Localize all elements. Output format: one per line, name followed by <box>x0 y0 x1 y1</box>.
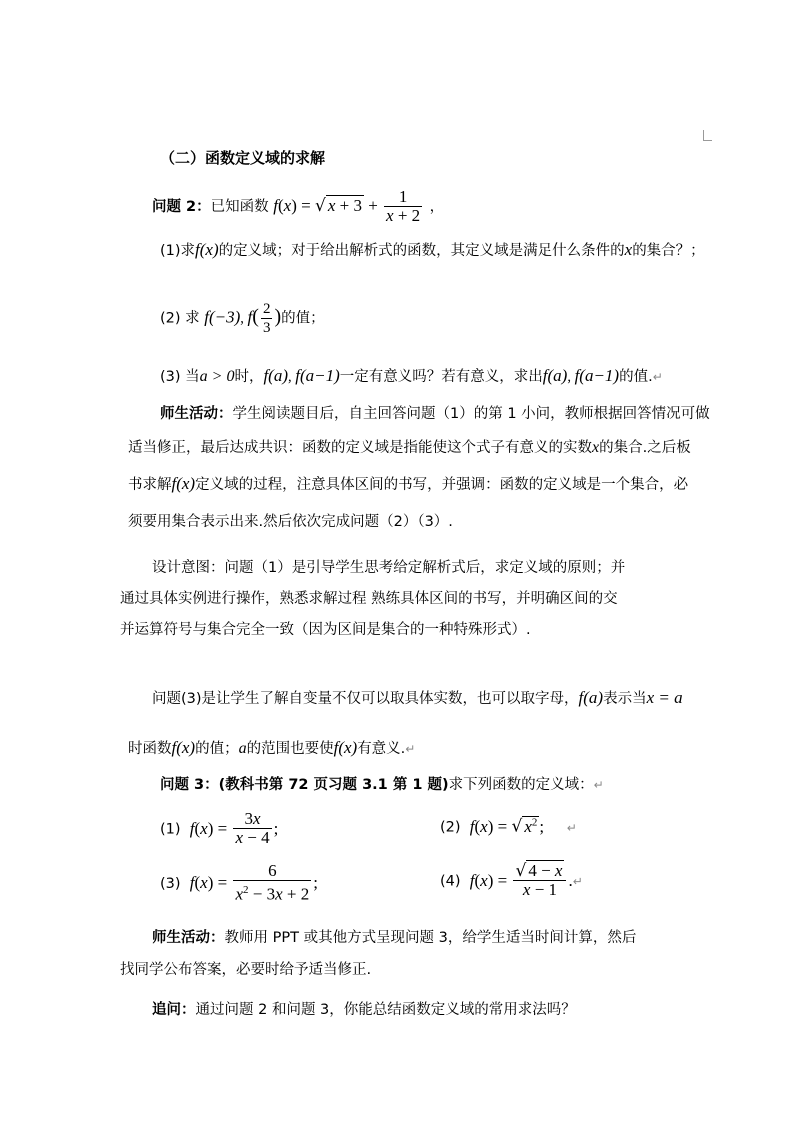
design-line1: 设计意图：问题（1）是引导学生思考给定解析式后，求定义域的原则；并 <box>152 560 626 576</box>
activity2-line2: 找同学公布答案，必要时给予适当修正. <box>120 962 372 978</box>
activity1-line2: 适当修正，最后达成共识：函数的定义域是指能使这个式子有意义的实数x的集合.之后板 <box>128 439 691 456</box>
problem2-label: 问题 2： <box>152 199 211 215</box>
design-line3: 并运算符号与集合完全一致（因为区间是集合的一种特殊形式）. <box>120 622 531 638</box>
fx-math: f(x) <box>195 240 219 259</box>
problem3-item3: (3) f(x) = $\frac{6}{x^2 - 3x + 2}$ ; <box>160 861 318 904</box>
problem2-q2: (2) 求 f(−3), f( $\frac{2}{3}$ )的值； <box>160 301 325 336</box>
page-corner-mark <box>703 130 712 141</box>
problem2-q3: (3) 当a > 0时，f(a), f(a−1)一定有意义吗？若有意义，求出f(a), f(a−1)的值.↵ <box>160 366 663 385</box>
problem3-heading: 问题 3：(教科书第 72 页习题 3.1 第 1 题)求下列函数的定义域：↵ <box>160 777 604 793</box>
q3note-line1: 问题(3)是让学生了解自变量不仅可以取具体实数，也可以取字母，f(a)表示当x = a <box>152 688 683 707</box>
followup: 追问：通过问题 2 和问题 3，你能总结函数定义域的常用求法吗？ <box>152 1002 576 1018</box>
activity1-line1: 师生活动：学生阅读题目后，自主回答问题（1）的第 1 小问，教师根据回答情况可做 <box>160 406 710 422</box>
activity1-line4: 须要用集合表示出来.然后依次完成问题（2）（3）. <box>128 514 453 530</box>
problem2-intro: 已知函数 <box>210 199 269 215</box>
section-title: （二）函数定义域的求解 <box>160 149 326 167</box>
problem3-item2: (2) f(x) = √ $x^2$ ; ↵ <box>440 816 577 837</box>
problem3-item1: (1) f(x) = $\frac{3x}{x - 4}$ ; <box>160 809 279 847</box>
q3note-line2: 时函数f(x)的值；a的范围也要使f(x)有意义.↵ <box>128 738 416 757</box>
problem2-q1: (1)求f(x)的定义域；对于给出解析式的函数，其定义域是满足什么条件的x的集合？； <box>160 240 705 259</box>
design-line2: 通过具体实例进行操作，熟悉求解过程 熟练具体区间的书写，并明确区间的交 <box>120 591 618 607</box>
problem2-formula: f(x) = √ x + 3 + $\frac{1}{x + 2}$ <box>273 187 421 225</box>
problem2-statement: 问题 2：已知函数 f(x) = √ x + 3 + $\frac{1}{x + 2}$ ， <box>152 187 445 225</box>
problem3-item4: (4) f(x) = $\frac{√ 4 - x}{x - 1}$ .↵ <box>440 861 583 899</box>
activity1-line3: 书求解f(x)定义域的过程，注意具体区间的书写，并强调：函数的定义域是一个集合，必 <box>128 474 689 493</box>
activity2-line1: 师生活动：教师用 PPT 或其他方式呈现问题 3，给学生适当时间计算，然后 <box>152 930 637 946</box>
